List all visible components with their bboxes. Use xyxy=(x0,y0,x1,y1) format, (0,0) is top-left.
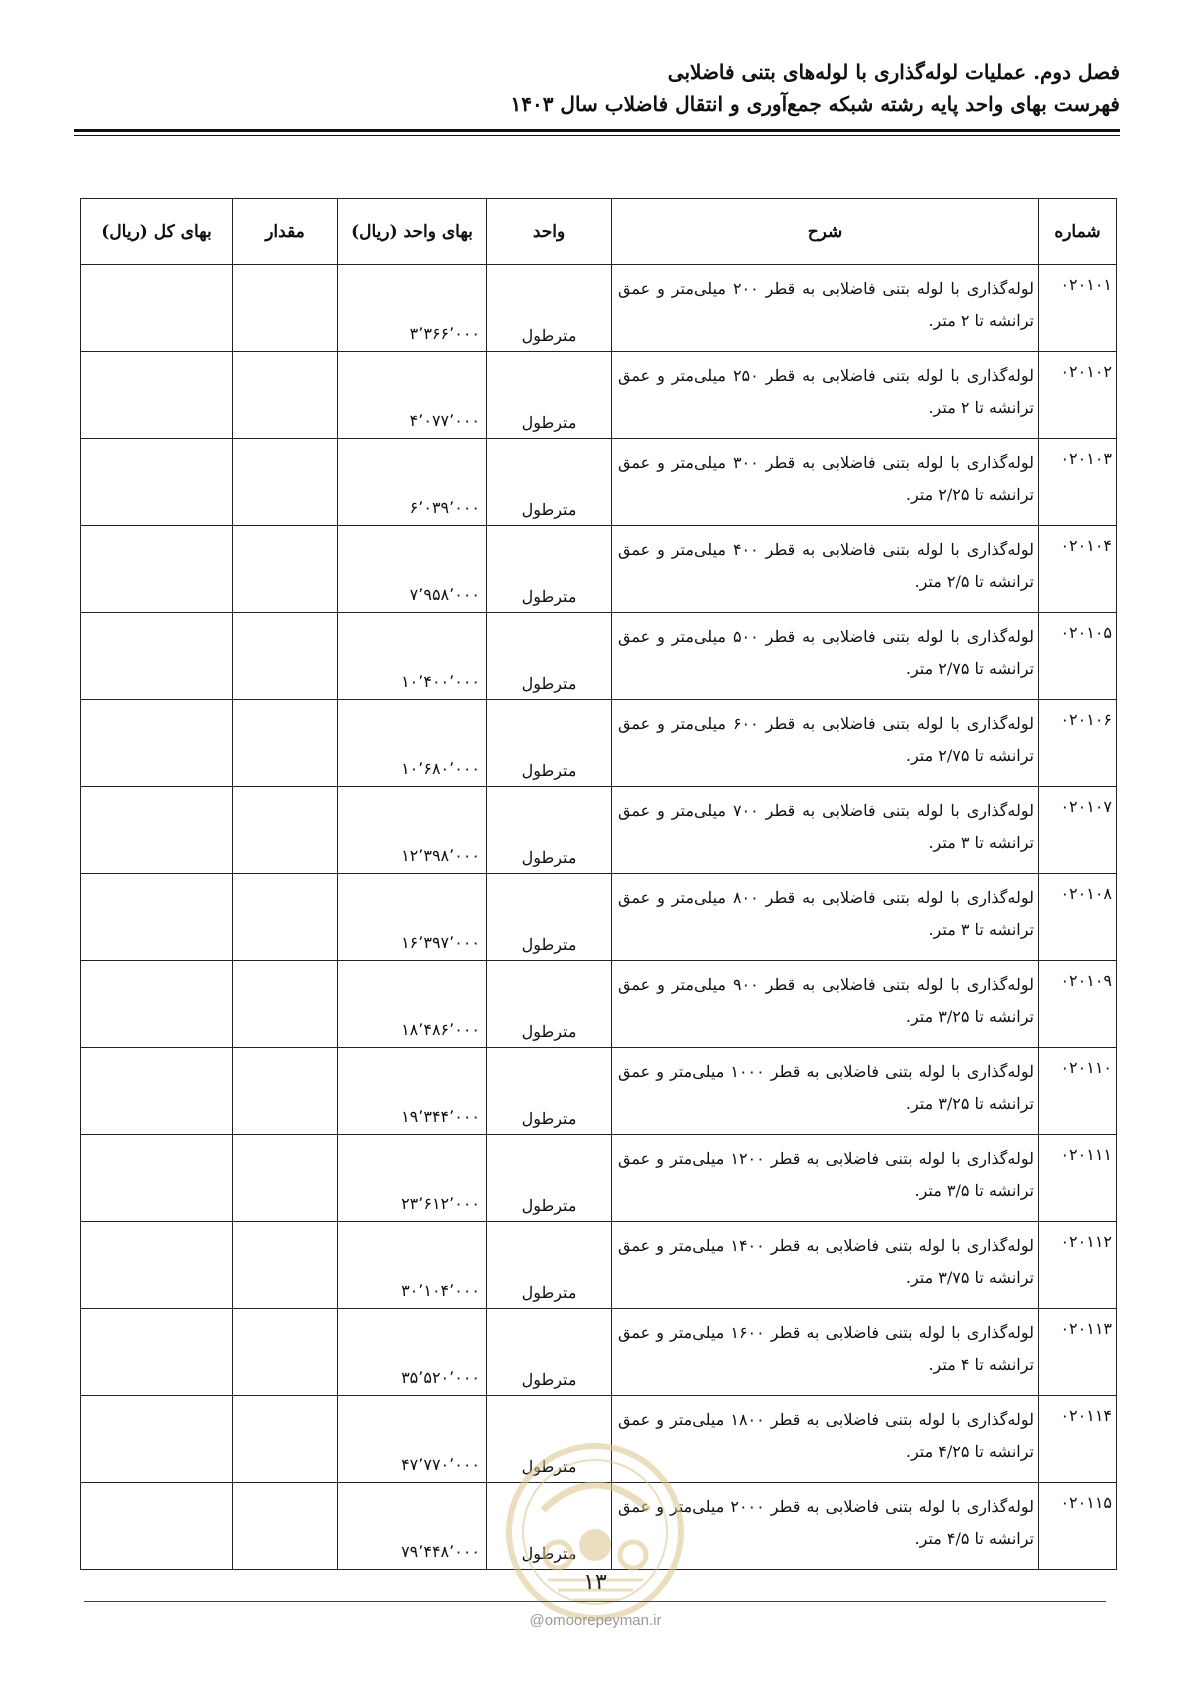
item-total-price xyxy=(81,265,233,352)
table-row xyxy=(81,874,1117,961)
item-description: لوله‌گذاری با لوله بتنی فاضلابی به قطر ۸۰۰ میلی‌متر و عمق ترانشه تا ۳ متر. xyxy=(612,874,1039,961)
item-unit: مترطول xyxy=(487,1309,612,1396)
item-description: لوله‌گذاری با لوله بتنی فاضلابی به قطر ۹۰۰ میلی‌متر و عمق ترانشه تا ۳/۲۵ متر. xyxy=(612,961,1039,1048)
table-row xyxy=(81,787,1117,874)
item-description: لوله‌گذاری با لوله بتنی فاضلابی به قطر ۲۵۰ میلی‌متر و عمق ترانشه تا ۲ متر. xyxy=(612,352,1039,439)
item-quantity xyxy=(233,1309,338,1396)
item-quantity xyxy=(233,700,338,787)
item-description: لوله‌گذاری با لوله بتنی فاضلابی به قطر ۱۴۰۰ میلی‌متر و عمق ترانشه تا ۳/۷۵ متر. xyxy=(612,1222,1039,1309)
item-quantity xyxy=(233,352,338,439)
header-unit: واحد xyxy=(487,199,612,265)
table-row xyxy=(81,265,1117,352)
footer-rule xyxy=(84,1601,1106,1602)
item-unit-price: ۱۰٬۴۰۰٬۰۰۰ xyxy=(338,613,487,700)
item-code: ۰۲۰۱۰۸ xyxy=(1039,874,1117,961)
item-unit-price: ۳۵٬۵۲۰٬۰۰۰ xyxy=(338,1309,487,1396)
item-quantity xyxy=(233,1483,338,1570)
table-row xyxy=(81,352,1117,439)
item-description: لوله‌گذاری با لوله بتنی فاضلابی به قطر ۲۰۰ میلی‌متر و عمق ترانشه تا ۲ متر. xyxy=(612,265,1039,352)
item-total-price xyxy=(81,961,233,1048)
item-total-price xyxy=(81,700,233,787)
item-unit-price: ۷۹٬۴۴۸٬۰۰۰ xyxy=(338,1483,487,1570)
item-quantity xyxy=(233,874,338,961)
item-unit: مترطول xyxy=(487,352,612,439)
item-code: ۰۲۰۱۰۷ xyxy=(1039,787,1117,874)
item-code: ۰۲۰۱۱۴ xyxy=(1039,1396,1117,1483)
item-unit: مترطول xyxy=(487,1222,612,1309)
table-row xyxy=(81,700,1117,787)
item-description: لوله‌گذاری با لوله بتنی فاضلابی به قطر ۲۰۰۰ میلی‌متر و عمق ترانشه تا ۴/۵ متر. xyxy=(612,1483,1039,1570)
item-code: ۰۲۰۱۱۵ xyxy=(1039,1483,1117,1570)
header-rule-thin xyxy=(74,135,1120,136)
item-unit: مترطول xyxy=(487,1048,612,1135)
item-unit: مترطول xyxy=(487,787,612,874)
item-total-price xyxy=(81,787,233,874)
header-quantity: مقدار xyxy=(233,199,338,265)
item-quantity xyxy=(233,1222,338,1309)
header-rule-thick xyxy=(74,129,1120,132)
item-unit: مترطول xyxy=(487,526,612,613)
table-body xyxy=(81,265,1117,1570)
item-quantity xyxy=(233,1048,338,1135)
item-total-price xyxy=(81,1309,233,1396)
item-unit: مترطول xyxy=(487,700,612,787)
item-unit: مترطول xyxy=(487,439,612,526)
watermark-logo xyxy=(503,1440,688,1625)
item-description: لوله‌گذاری با لوله بتنی فاضلابی به قطر ۱۰۰۰ میلی‌متر و عمق ترانشه تا ۳/۲۵ متر. xyxy=(612,1048,1039,1135)
page-number: ۱۳ xyxy=(583,1570,607,1595)
item-code: ۰۲۰۱۱۳ xyxy=(1039,1309,1117,1396)
item-unit-price: ۱۰٬۶۸۰٬۰۰۰ xyxy=(338,700,487,787)
item-unit-price: ۳٬۳۶۶٬۰۰۰ xyxy=(338,265,487,352)
item-quantity xyxy=(233,1396,338,1483)
item-description: لوله‌گذاری با لوله بتنی فاضلابی به قطر ۷۰۰ میلی‌متر و عمق ترانشه تا ۳ متر. xyxy=(612,787,1039,874)
item-unit: مترطول xyxy=(487,961,612,1048)
table-row xyxy=(81,526,1117,613)
table-row xyxy=(81,1309,1117,1396)
item-total-price xyxy=(81,613,233,700)
item-unit-price: ۱۹٬۳۴۴٬۰۰۰ xyxy=(338,1048,487,1135)
item-quantity xyxy=(233,265,338,352)
item-code: ۰۲۰۱۰۳ xyxy=(1039,439,1117,526)
item-code: ۰۲۰۱۰۴ xyxy=(1039,526,1117,613)
item-code: ۰۲۰۱۱۲ xyxy=(1039,1222,1117,1309)
item-unit: مترطول xyxy=(487,1396,612,1483)
item-total-price xyxy=(81,1483,233,1570)
item-unit: مترطول xyxy=(487,265,612,352)
item-total-price xyxy=(81,874,233,961)
item-unit-price: ۳۰٬۱۰۴٬۰۰۰ xyxy=(338,1222,487,1309)
item-unit-price: ۲۳٬۶۱۲٬۰۰۰ xyxy=(338,1135,487,1222)
item-unit-price: ۱۲٬۳۹۸٬۰۰۰ xyxy=(338,787,487,874)
item-unit-price: ۱۸٬۴۸۶٬۰۰۰ xyxy=(338,961,487,1048)
item-total-price xyxy=(81,526,233,613)
header-unit-price: بهای واحد (ریال) xyxy=(338,199,487,265)
item-description: لوله‌گذاری با لوله بتنی فاضلابی به قطر ۱۶۰۰ میلی‌متر و عمق ترانشه تا ۴ متر. xyxy=(612,1309,1039,1396)
item-unit-price: ۱۶٬۳۹۷٬۰۰۰ xyxy=(338,874,487,961)
item-code: ۰۲۰۱۱۱ xyxy=(1039,1135,1117,1222)
item-quantity xyxy=(233,961,338,1048)
document-subtitle: فهرست بهای واحد پایه رشته شبکه جمع‌آوری و انتقال فاضلاب سال ۱۴۰۳ xyxy=(510,92,1120,116)
table-row xyxy=(81,1135,1117,1222)
table-row xyxy=(81,961,1117,1048)
table-row xyxy=(81,613,1117,700)
item-unit: مترطول xyxy=(487,1135,612,1222)
item-description: لوله‌گذاری با لوله بتنی فاضلابی به قطر ۱۸۰۰ میلی‌متر و عمق ترانشه تا ۴/۲۵ متر. xyxy=(612,1396,1039,1483)
table-row xyxy=(81,1222,1117,1309)
item-unit-price: ۴٬۰۷۷٬۰۰۰ xyxy=(338,352,487,439)
item-code: ۰۲۰۱۰۲ xyxy=(1039,352,1117,439)
item-total-price xyxy=(81,1048,233,1135)
table-row xyxy=(81,439,1117,526)
item-unit: مترطول xyxy=(487,613,612,700)
item-description: لوله‌گذاری با لوله بتنی فاضلابی به قطر ۳۰۰ میلی‌متر و عمق ترانشه تا ۲/۲۵ متر. xyxy=(612,439,1039,526)
price-list-table xyxy=(80,198,1117,1570)
item-quantity xyxy=(233,787,338,874)
item-description: لوله‌گذاری با لوله بتنی فاضلابی به قطر ۵۰۰ میلی‌متر و عمق ترانشه تا ۲/۷۵ متر. xyxy=(612,613,1039,700)
item-unit: مترطول xyxy=(487,1483,612,1570)
item-total-price xyxy=(81,1135,233,1222)
header-code: شماره xyxy=(1039,199,1117,265)
item-description: لوله‌گذاری با لوله بتنی فاضلابی به قطر ۶۰۰ میلی‌متر و عمق ترانشه تا ۲/۷۵ متر. xyxy=(612,700,1039,787)
table-header-row xyxy=(81,199,1117,265)
item-unit: مترطول xyxy=(487,874,612,961)
item-description: لوله‌گذاری با لوله بتنی فاضلابی به قطر ۴۰۰ میلی‌متر و عمق ترانشه تا ۲/۵ متر. xyxy=(612,526,1039,613)
item-total-price xyxy=(81,352,233,439)
item-code: ۰۲۰۱۰۵ xyxy=(1039,613,1117,700)
item-code: ۰۲۰۱۰۹ xyxy=(1039,961,1117,1048)
table-row xyxy=(81,1048,1117,1135)
chapter-title: فصل دوم. عملیات لوله‌گذاری با لوله‌های بتنی فاضلابی xyxy=(667,60,1120,84)
item-code: ۰۲۰۱۰۱ xyxy=(1039,265,1117,352)
header-description: شرح xyxy=(612,199,1039,265)
item-total-price xyxy=(81,1222,233,1309)
item-total-price xyxy=(81,1396,233,1483)
item-quantity xyxy=(233,526,338,613)
item-unit-price: ۷٬۹۵۸٬۰۰۰ xyxy=(338,526,487,613)
website-watermark: @omoorepeyman.ir xyxy=(529,1612,662,1629)
page-header xyxy=(74,56,1120,120)
item-quantity xyxy=(233,439,338,526)
item-quantity xyxy=(233,613,338,700)
item-code: ۰۲۰۱۰۶ xyxy=(1039,700,1117,787)
item-unit-price: ۴۷٬۷۷۰٬۰۰۰ xyxy=(338,1396,487,1483)
item-quantity xyxy=(233,1135,338,1222)
item-description: لوله‌گذاری با لوله بتنی فاضلابی به قطر ۱۲۰۰ میلی‌متر و عمق ترانشه تا ۳/۵ متر. xyxy=(612,1135,1039,1222)
item-code: ۰۲۰۱۱۰ xyxy=(1039,1048,1117,1135)
header-total-price: بهای کل (ریال) xyxy=(81,199,233,265)
item-total-price xyxy=(81,439,233,526)
item-unit-price: ۶٬۰۳۹٬۰۰۰ xyxy=(338,439,487,526)
